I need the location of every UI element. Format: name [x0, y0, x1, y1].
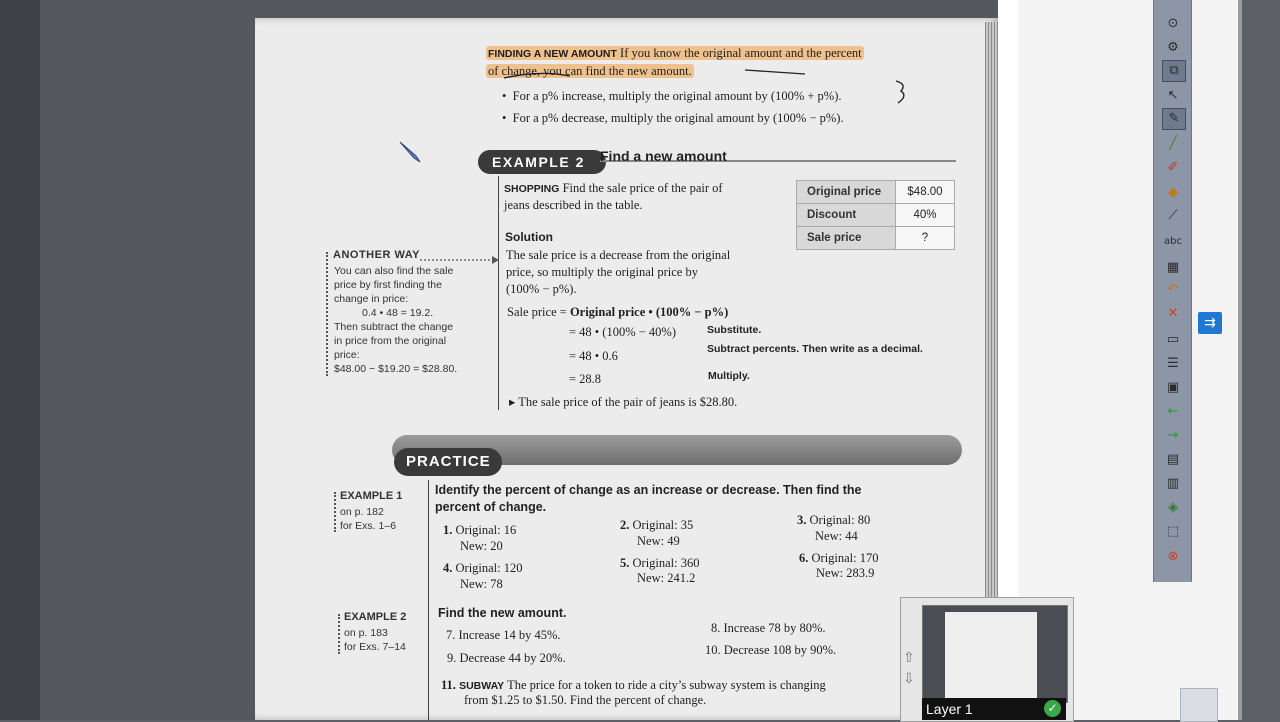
example-left-rule: [498, 176, 499, 410]
subway-label: SUBWAY: [459, 680, 505, 692]
bullet-2-text: For a p% decrease, multiply the original amount by (100% − p%).: [512, 111, 844, 125]
eq1-right: Original price • (100% − p%): [569, 305, 729, 319]
problem-5: [620, 556, 700, 571]
align-icon[interactable]: ☰: [1167, 356, 1179, 371]
solution-line-2: price, so multiply the original price by: [506, 265, 698, 279]
bullet-1-text: For a p% increase, multiply the original amount by (100% + p%).: [512, 89, 842, 103]
text-icon[interactable]: abc: [1164, 236, 1182, 247]
left-dark-band: [0, 0, 40, 720]
problem-original: Original: 35: [632, 518, 694, 532]
practice-label: PRACTICE: [406, 453, 491, 470]
problem-1-new: New: 20: [460, 539, 503, 553]
equation-4-note: Multiply.: [708, 370, 750, 382]
corner-button[interactable]: [1180, 688, 1218, 722]
highlighter-icon[interactable]: ✐: [1167, 160, 1179, 175]
finding-bullet-2: • For a p% decrease, multiply the original amount by (100% − p%).: [502, 111, 844, 125]
problem-2: [620, 518, 693, 533]
another-way-line: Then subtract the change: [334, 321, 454, 333]
delete-icon[interactable]: ✕: [1167, 306, 1179, 321]
problem-original: Original: 16: [455, 523, 517, 537]
problem-11-line2: from $1.25 to $1.50. Find the percent of change.: [464, 693, 707, 707]
ex1-ref-title: EXAMPLE 1: [340, 490, 403, 502]
price-table: [796, 180, 955, 250]
another-way-line: price by first finding the: [334, 279, 442, 291]
solution-line-3: (100% − p%).: [506, 282, 577, 296]
problem-1: [443, 523, 516, 538]
finding-heading-line: [486, 46, 864, 61]
copy-icon[interactable]: ⧉: [1162, 60, 1186, 82]
equation-3: = 48 • 0.6: [569, 349, 618, 363]
pointer-icon[interactable]: ⊙: [1167, 16, 1179, 31]
select-arrow-icon[interactable]: ↖: [1167, 88, 1179, 103]
answer-text: The sale price of the pair of jeans is $28.80.: [518, 395, 738, 409]
problem-6-new: New: 283.9: [816, 566, 875, 580]
lock-icon[interactable]: ◈: [1168, 500, 1178, 515]
problem-11: [441, 678, 826, 693]
another-way-title: ANOTHER WAY: [333, 249, 420, 261]
example-2-title: Find a new amount: [600, 148, 727, 164]
answer-line: ▸ The sale price of the pair of jeans is $28.80.: [509, 395, 738, 409]
problem-5-new: New: 241.2: [637, 571, 696, 585]
ex1-ref-line1: on p. 182: [340, 506, 384, 518]
back-arrow-icon[interactable]: ←: [1167, 404, 1179, 419]
another-way-line: in price from the original: [334, 335, 447, 347]
undo-icon[interactable]: ↶: [1167, 282, 1179, 297]
problem-4: [443, 561, 523, 576]
eq1-left: Sale price =: [507, 305, 567, 319]
page-icon[interactable]: ▭: [1166, 332, 1180, 347]
another-way-line: change in price:: [334, 293, 409, 305]
problem-4-new: New: 78: [460, 577, 503, 591]
another-way-line: You can also find the sale: [334, 265, 454, 277]
problem-num: 2.: [620, 518, 630, 532]
equation-2: = 48 • (100% − 40%): [569, 325, 677, 339]
another-way-line: $48.00 − $19.20 = $28.80.: [334, 363, 458, 375]
practice-instruction-1a: Identify the percent of change as an increase or decrease. Then find the: [435, 483, 862, 497]
equation-2-note: Substitute.: [707, 324, 762, 336]
problem-3-new: New: 44: [815, 529, 858, 543]
shopping-line-1: [504, 181, 723, 196]
table-row: [797, 204, 955, 227]
problem-2-new: New: 49: [637, 534, 680, 548]
problem-num: 3.: [797, 513, 807, 527]
equation-3-note: Subtract percents. Then write as a decimal.: [707, 343, 923, 355]
example-2-banner: [478, 150, 606, 174]
problem-num: 4.: [443, 561, 453, 575]
practice-left-rule: [428, 480, 429, 720]
visible-check-icon[interactable]: ✓: [1044, 700, 1061, 717]
table-row: [797, 181, 955, 204]
ex2-ref-rule: [338, 614, 340, 654]
finding-bullet-1: • For a p% increase, multiply the original amount by (100% + p%).: [502, 89, 842, 103]
problem-8: 8. Increase 78 by 80%.: [711, 621, 826, 635]
shopping-text-2: jeans described in the table.: [504, 198, 643, 212]
eraser-icon[interactable]: ⬚: [1166, 524, 1180, 539]
ex2-ref-title: EXAMPLE 2: [344, 611, 407, 623]
table-cell-value: 40%: [896, 204, 955, 227]
solution-label: Solution: [505, 230, 553, 244]
problem-num: 6.: [799, 551, 809, 565]
shopping-label: SHOPPING: [504, 183, 560, 195]
table-cell-value: $48.00: [896, 181, 955, 204]
line-icon[interactable]: ╱: [1169, 136, 1177, 151]
problem-original: Original: 360: [632, 556, 700, 570]
problem-original: Original: 170: [811, 551, 879, 565]
table-cell-label: Original price: [797, 181, 896, 204]
forward-arrow-icon[interactable]: →: [1167, 428, 1179, 443]
window-edge: [1238, 0, 1242, 720]
problem-6: [799, 551, 879, 566]
layer-thumbnail-page: [945, 612, 1037, 698]
problem-10: 10. Decrease 108 by 90%.: [705, 643, 837, 657]
problem-3: [797, 513, 870, 528]
problem-7: 7. Increase 14 by 45%.: [446, 628, 561, 642]
problem-num: 11.: [441, 678, 456, 692]
another-way-line: price:: [334, 349, 360, 361]
ex2-ref-line2: for Exs. 7–14: [344, 641, 406, 653]
solution-line-1: The sale price is a decrease from the original: [506, 248, 731, 262]
table-cell-value: ?: [896, 227, 955, 250]
layer-name[interactable]: Layer 1: [926, 701, 973, 717]
practice-instruction-2: Find the new amount.: [438, 606, 567, 620]
shopping-text-1: Find the sale price of the pair of: [562, 181, 723, 195]
gear-icon[interactable]: ⚙: [1167, 40, 1179, 55]
example-2-label: EXAMPLE 2: [492, 154, 585, 170]
finding-intro-2: of change, you can find the new amount.: [488, 64, 692, 78]
ex1-ref-line2: for Exs. 1–6: [340, 520, 397, 532]
problem-original: Original: 120: [455, 561, 523, 575]
annotation-toolbar: [1153, 0, 1192, 582]
pen-cursor-icon: [396, 138, 424, 166]
problem-11-line1: The price for a token to ride a city’s subway system is changing: [507, 678, 826, 692]
screen-icon[interactable]: ▣: [1166, 380, 1180, 395]
another-way-body: [334, 264, 457, 376]
close-icon[interactable]: ⊗: [1167, 549, 1179, 564]
problem-num: 5.: [620, 556, 630, 570]
problem-9: 9. Decrease 44 by 20%.: [447, 651, 566, 665]
save-icon[interactable]: ▥: [1166, 476, 1180, 491]
fill-icon[interactable]: ◆: [1168, 185, 1178, 200]
problem-num: 1.: [443, 523, 453, 537]
practice-instruction-1b: percent of change.: [435, 500, 547, 514]
table-row: [797, 227, 955, 250]
finding-intro-1: If you know the original amount and the percent: [620, 46, 862, 60]
another-way-rule: [326, 252, 328, 376]
ex2-ref-line1: on p. 183: [344, 627, 388, 639]
equation-4: = 28.8: [569, 372, 602, 386]
ink-bracket-mark: [893, 78, 911, 106]
another-way-line: 0.4 • 48 = 19.2.: [362, 307, 434, 319]
ruler-icon[interactable]: ⟋: [1168, 208, 1178, 223]
move-down-icon[interactable]: ⇩: [903, 671, 915, 687]
grid-icon[interactable]: ▤: [1166, 452, 1180, 467]
ex1-ref-rule: [334, 492, 336, 532]
table-cell-label: Sale price: [797, 227, 896, 250]
move-up-icon[interactable]: ⇧: [903, 650, 915, 666]
table-cell-label: Discount: [797, 204, 896, 227]
problem-original: Original: 80: [809, 513, 871, 527]
shape-icon[interactable]: ▦: [1166, 260, 1180, 275]
pen-icon[interactable]: ✎: [1162, 108, 1186, 130]
practice-banner: [394, 448, 502, 476]
finding-heading: FINDING A NEW AMOUNT: [488, 48, 617, 60]
equation-1: [507, 305, 728, 320]
switch-icon[interactable]: ⇉: [1198, 312, 1222, 334]
ink-underline: [500, 66, 820, 82]
